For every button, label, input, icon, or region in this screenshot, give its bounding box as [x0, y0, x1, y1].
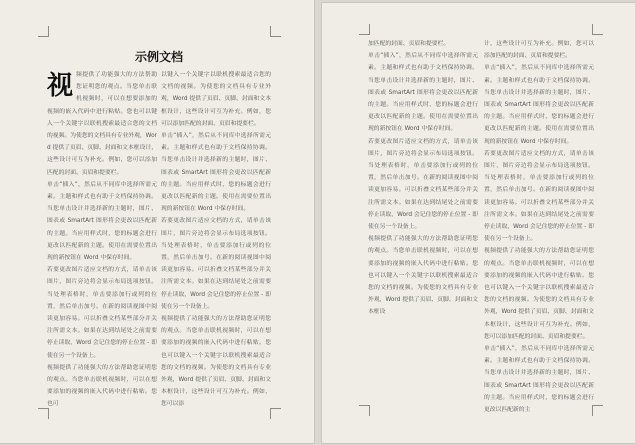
paragraph[interactable]: 单击“插入”，然后从不同库中选择所需元素。主题和样式也有助于文档保持协调。当您单击设计并选择新的主题时，图片、图表或 SmartArt 图形将会更改以匹配新的主题。当应用样式时，您的标题会进行更改以匹配新的主题。使用在需要位置出现的新按钮在 Word 中保存时间。: [47, 181, 157, 262]
document-page-1[interactable]: [0, 0, 314, 443]
text-column[interactable]: [484, 38, 594, 416]
paragraph[interactable]: 视频提供了功能强大的方法帮助您证明您的观点。当您单击联机视频时，可以在想要添加的视频的嵌入代码中进行粘贴。您也可以键入一个关键字以联机搜索最适合您的文档的视频。为使您的文档具有专业外观，Word 提供了页眉、页脚、封面和文本框设计，这些设计可互为补充。例如，您可以添加匹配的封面、页眉和提要栏。: [484, 248, 594, 340]
text-column[interactable]: [47, 69, 157, 411]
paragraph[interactable]: 若要更改图片适应文档的方式，请单击该图片，图片旁边将会显示布局选项按钮。当处理表格时，单击要添加行或列的位置，然后单击加号。在新的阅读视图中阅读更加容易。可以折叠文档某些部分并关注所需文本。如果在达到结尾处之前需要停止读取，Word 会记住您的停止位置 - 即使在另一个设备上。: [368, 138, 478, 231]
paragraph[interactable]: 视频提供了功能强大的方法帮助您证明您的观点。当您单击联机视频时，可以在想要添加的视频的嵌入代码中进行粘贴。您也可以键入一个关键字以联机搜索最适合您的文档的视频。为使您的文档具有专业外观，Word 提供了页眉、页脚、封面和文本框设计，这些设计可互为补充。例如，您可以添: [161, 316, 271, 408]
corner-mark: [359, 24, 370, 35]
document-title[interactable]: 示例文档: [134, 50, 183, 64]
paragraph[interactable]: 若要更改图片适应文档的方式，请单击该图片，图片旁边将会显示布局选项按钮。当处理表格时，单击要添加行或列的位置，然后单击加号。在新的阅读视图中阅读更加容易。可以折叠文档某些部分并关注所需文本。如果在达到结尾处之前需要停止读取，Word 会记住您的停止位置 - 即使在另一个设备上。: [484, 150, 594, 243]
paragraph[interactable]: 若要更改图片适应文档的方式，请单击该图片，图片旁边将会显示布局选项按钮。当处理表格时，单击要添加行或列的位置，然后单击加号。在新的阅读视图中阅读更加容易。可以折叠文档某些部分并关注所需文本。如果在达到结尾处之前需要停止读取，Word 会记住您的停止位置 - 即使在另一个设备上。: [47, 267, 157, 359]
corner-mark: [38, 26, 49, 37]
corner-mark: [359, 405, 370, 416]
paragraph[interactable]: 计，这些设计可互为补充。例如，您可以添加匹配的封面、页眉和提要栏。: [484, 41, 594, 60]
drop-cap: 视: [47, 71, 74, 101]
paragraph[interactable]: 视频提供了功能强大的方法帮助您证明您的观点。当您单击联机视频时，可以在想要添加的视频的嵌入代码中进行粘贴。您也可以键入一个关键字以联机搜索最适合您的文档的视频。为使您的文档具有专业外观，Word 提供了页眉、页脚、封面和文本框设: [368, 236, 478, 316]
paragraph[interactable]: 单击“插入”，然后从不同库中选择所需元素。主题和样式也有助于文档保持协调。当您单击设计并选择新的主题时，图片、图表或 SmartArt 图形将会更改以匹配新的主题。当应用样式时，您的标题会进行更改以匹配新的主题。使用在需要位置出现的新按钮在 Word 中保存时间。: [368, 53, 478, 133]
paragraph[interactable]: 单击“插入”，然后从不同库中选择所需元素。主题和样式也有助于文档保持协调。当您单击设计并选择新的主题时，图片、图表或 SmartArt 图形将会更改以匹配新的主题。当应用样式时，您的标题会进行更改以匹配新的主: [484, 346, 594, 414]
paragraph[interactable]: 单击“插入”，然后从不同库中选择所需元素。主题和样式也有助于文档保持协调。当您单击设计并选择新的主题时，图片、图表或 SmartArt 图形将会更改以匹配新的主题。当应用样式时，您的标题会进行更改以匹配新的主题。使用在需要位置出现的新按钮在 Word 中保存时间。: [484, 65, 594, 145]
paragraph[interactable]: 以键入一个关键字以联机搜索最适合您的文档的视频。为使您的文档具有专业外观，Word 提供了页眉、页脚、封面和文本框设计，这些设计可互为补充。例如，您可以添加匹配的封面、页眉和提要栏。: [161, 72, 271, 127]
corner-mark: [592, 24, 603, 35]
text-column[interactable]: [161, 69, 271, 411]
paragraph[interactable]: 单击“插入”，然后从不同库中选择所需元素。主题和样式也有助于文档保持协调。当您单击设计并选择新的主题时，图片、图表或 SmartArt 图形将会更改以匹配新的主题。当应用样式时，您的标题会进行更改以匹配新的主题。使用在需要位置出现的新按钮在 Word 中保存时间。: [161, 133, 271, 213]
paragraph[interactable]: 加匹配的封面、页眉和提要栏。: [368, 41, 450, 47]
paragraph[interactable]: 视频提供了功能强大的方法帮助您证明您的观点。当您单击联机视频时，可以在想要添加的视频的嵌入代码中进行粘贴。您也可: [47, 364, 157, 408]
text-column[interactable]: [368, 38, 478, 319]
corner-mark: [270, 26, 281, 37]
corner-mark: [270, 408, 281, 419]
document-page-2[interactable]: [322, 3, 635, 443]
paragraph[interactable]: 若要更改图片适应文档的方式，请单击该图片，图片旁边将会显示布局选项按钮。当处理表格时，单击要添加行或列的位置，然后单击加号。在新的阅读视图中阅读更加容易。可以折叠文档某些部分并关注所需文本。如果在达到结尾处之前需要停止读取，Word 会记住您的停止位置 - 即使在另一个设备上。: [161, 218, 271, 310]
paragraph[interactable]: 频提供了功能强大的方法帮助您证明您的观点。当您单击联机视频时，可以在想要添加的视频的嵌入代码中进行粘贴。您也可以键入一个关键字以联机搜索最适合您的文档的视频。为使您的文档具有专业外观，Word 提供了页眉、页脚、封面和文本框设计，这些设计可互为补充。例如，您可以添加匹配的封面、页眉和提要栏。: [47, 72, 157, 176]
